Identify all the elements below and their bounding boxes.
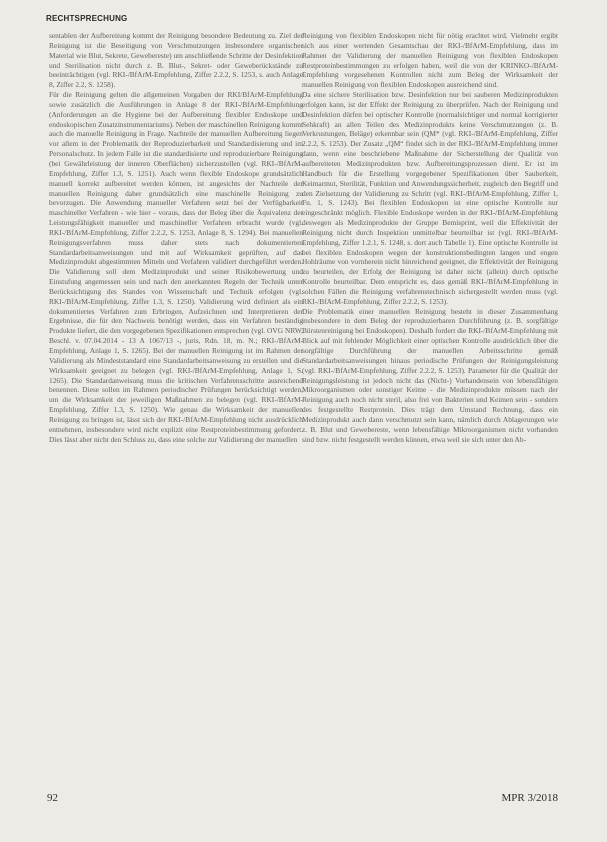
- left-text-column: [49, 31, 303, 444]
- paragraph: Für die Reinigung gelten die allgemeinen Vorgaben der RKI/BfArM-Empfehlung sowie zusätzlich die Ausführungen in Anlage 8 der RKI-/BfArM-Empfehlung (Anforderungen an die Hygiene bei der Aufbereitung flexibler Endoskope und endoskopischen Zusatzinstrumentariums). Neben der maschinellen Reinigung kommt auch die manuelle Reinigung in Frage. Nachteile der manuellen Aufbereitung liegen vor allem in der Problematik der Reproduzierbarkeit und Standardisierung und im Personalschutz. In jedem Falle ist die standardisierte und reproduzierbare Reinigung (bei Gewährleistung der inneren Oberflächen) sicherzustellen (vgl. RKI-/BfArM-Empfehlung, Ziffer 1.3, S. 1251). Auch wenn flexible Endoskope grundsätzlich manuell korrekt aufbereitet werden können, ist angesichts der Nachteile der manuellen Reinigung daher grundsätzlich eine maschinelle Reinigung zu bevorzugen. Die Anwendung manueller Verfahren setzt bei der Verfügbarkeit maschineller Verfahren - wie hier - voraus, dass der Beleg über die Äquivalenz der Leistungsfähigkeit manueller und maschineller Verfahren erbracht wurde (vgl. RKI-/BfArM-Empfehlung, Ziffer 2.2.2, S. 1253, Anlage 8, S. 1294). Bei manuellen Reinigungsverfahren muss daher stets nach dokumentierten Standardarbeitsanweisungen und mit auf Wirksamkeit geprüften, auf das Medizinprodukt abgestimmten Mitteln und Verfahren validiert durchgeführt werden. Die Validierung soll dem Medizinprodukt und seiner Risikobewertung und Einstufung angemessen sein und nach den anerkannten Regeln der Technik unter Berücksichtigung des Standes von Wissenschaft und Technik erfolgen (vgl. RKI-/BfArM-Empfehlung, Ziffer 1.3, S. 1250). Validierung wird definiert als ein dokumentiertes Verfahren zum Erbringen, Aufzeichnen und Interpretieren der Ergebnisse, die für den Nachweis benötigt werden, dass ein Verfahren beständig Produkte liefert, die den vorgegebenen Spezifikationen entsprechen (vgl. OVG NRW, Beschl. v. 07.04.2014 - 13 A 1067/13 -, juris, Rdn. 18, m. N.; RKI-/BfArM-Empfehlung, Anlage 1, S. 1265). Bei der manuellen Reinigung ist im Rahmen der Validierung als Mindeststandard eine Standardarbeitsanweisung zu erstellen und die Wirksamkeit geeignet zu belegen (vgl. RKI-/BfArM-Empfehlung, Anlage 1, S. 1265). Die Standardanweisung muss die kritischen Verfahrensschritte ausreichend benennen. Diese sollen im Rahmen periodischer Prüfungen berücksichtigt werden, um die Wirksamkeit der jeweiligen Maßnahmen zu belegen (vgl. RKI-/BfArM-Empfehlung, Ziffer 1.3, S. 1250). Wie genau die Wirksamkeit der manuellen Reinigung zu bringen ist, lässt sich der RKI-/BfArM-Empfehlung nicht ausdrücklich entnehmen, insbesondere wird nicht explizit eine Restproteinbestimmung gefordert. Dies lässt aber nicht den Schluss zu, dass eine solche zur Validierung der manuellen: [49, 90, 303, 444]
- right-text-column: [302, 31, 558, 444]
- paragraph: sentablen der Aufbereitung kommt der Reinigung besondere Bedeutung zu. Ziel der Reinigung ist die Beseitigung von Verschmutzungen insbesondere organischer Material wie Blut, Sekrete, Gewebereste) um anschließende Schritte der Desinfektion und Sterilisation nicht durch z. B. Blut-, Sekret- oder Geweberückstände zu beeinträchtigen (vgl. RKI-/BfArM-Empfehlung, Ziffer 2.2.2, S. 1253, s. auch Anlage 8, Ziffer 2.2, S. 1258).: [49, 31, 303, 90]
- paragraph: Da eine sichere Sterilisation bzw. Desinfektion nur bei sauberen Medizinprodukten erfolgen kann, ist der Effekt der Reinigung zu überprüfen. Nach der Reinigung und Desinfektion dürfen bei optischer Kontrolle (normalsichtiger und normal korrigierter Sehkraft) an allen Teilen des Medizinprodukts keine Verschmutzungen (z. B. Verkrustungen, Beläge) erkennbar sein (QM* (vgl. RKI-/BfArM-Empfehlung, Ziffer 2.2.2, S. 1253). Der Zusatz „QM“ findet sich in der RKI-/BfArM-Empfehlung immer dann, wenn eine beschriebene Maßnahme der Sicherstellung der Qualität von aufbereiteten Medizinprodukten bzw. Aufbereitungsprozessen dient. Er ist im Handbuch für die Erstellung vorgegebener Spezifikationen über Sauberkeit, Keimarmut, Sterilität, Funktion und Anwendungssicherheit, zugleich den Begriff und den Zielsetzung der Validierung zu Schritt (vgl. RKI-/BfArM-Empfehlung, Ziffer 1, Fn. 1, S. 1243). Bei flexiblen Endoskopen ist eine optische Kontrolle nur eingeschränkt möglich. Flexible Endoskope werden in der RKI-/BfArM-Empfehlung deswegen als Medizinprodukte der Gruppe Bemisprint, weil die Effektivität der Reinigung nicht durch Inspektion unmittelbar beurteilbar ist (vgl. RKI-/BfArM-Empfehlung, Ziffer 1.2.1, S. 1248, s. dort auch Tabelle 1). Eine optische Kontrolle ist bei flexiblen Endoskopen wegen der konstruktionsbedingten langen und engen Hohlräume von vornherein nicht hinreichend geeignet, die Effektivität der Reinigung zu beurteilen, der Erfolg der Reinigung ist daher nicht (allein) durch optische Kontrolle beurteilbar. Dem entspricht es, dass gemäß RKI-/BfArM-Empfehlung in solchen Fällen die Reinigung verfahrenstechnisch sichergestellt werden muss (vgl. RKI-/BfArM-Empfehlung, Ziffer 2.2.2, S. 1253).: [302, 90, 558, 306]
- paragraph: Die Problematik einer manuellen Reinigung besteht in dieser Zusammenhang insbesondere in dem Beleg der reproduzierbaren Durchführung (z. B. sorgfältige Bürstenreinigung bei Endoskopen). Deshalb fordert die RKI-/BfArM-Empfehlung mit Blick auf mit fehlender Möglichkeit einer optischen Kontrolle ausdrücklich über die sorgfältige Durchführung der manuellen Arbeitsschritte gemäß Standardarbeitsanweisungen hinaus periodische Prüfungen der Reinigungsleistung (vgl. RKI-/BfArM-Empfehlung, Ziffer 2.2.2, S. 1253). Parameter für die Qualität der Reinigungsleistung ist jedoch nicht das (Nicht-) Vorhandensein von lebensfähigen Mikroorganismen oder sonstiger Keime - die Medizinprodukte müssen nach der Reinigung auch noch nicht steril, also frei von Bakterien und Keimen sein - sondern des festgestellte Restprotein. Dies trägt dem Umstand Rechnung, dass ein Medizinprodukt auch dann verschmutzt sein kann, nämlich durch Ablagerungen wie z. B. Blut und Gewebereste, wenn lebensfähige Mikroorganismen nicht vorhanden sind bzw. nicht festgestellt werden können, etwa weil sie sich unter den Ab-: [302, 306, 558, 444]
- page-number: 92: [47, 792, 58, 804]
- section-label: RECHTSPRECHUNG: [46, 14, 128, 23]
- paragraph: Reinigung von flexiblen Endoskopen nicht für nötig erachtet wird. Vielmehr ergibt sich aus einer wertenden Gesamtschau der RKI-/BfArM-Empfehlung, dass im Rahmen der Validierung der manuellen Reinigung von flexiblen Endoskopen Restproteinbestimmungen zu erfolgen haben, weil die von der KRINKO-/BfArM-Empfehlung vorgesehenen Kontrollen nicht zum Beleg der Wirksamkeit der manuellen Reinigung von flexiblen Endoskopen ausreichend sind.: [302, 31, 558, 90]
- journal-issue: MPR 3/2018: [501, 792, 558, 804]
